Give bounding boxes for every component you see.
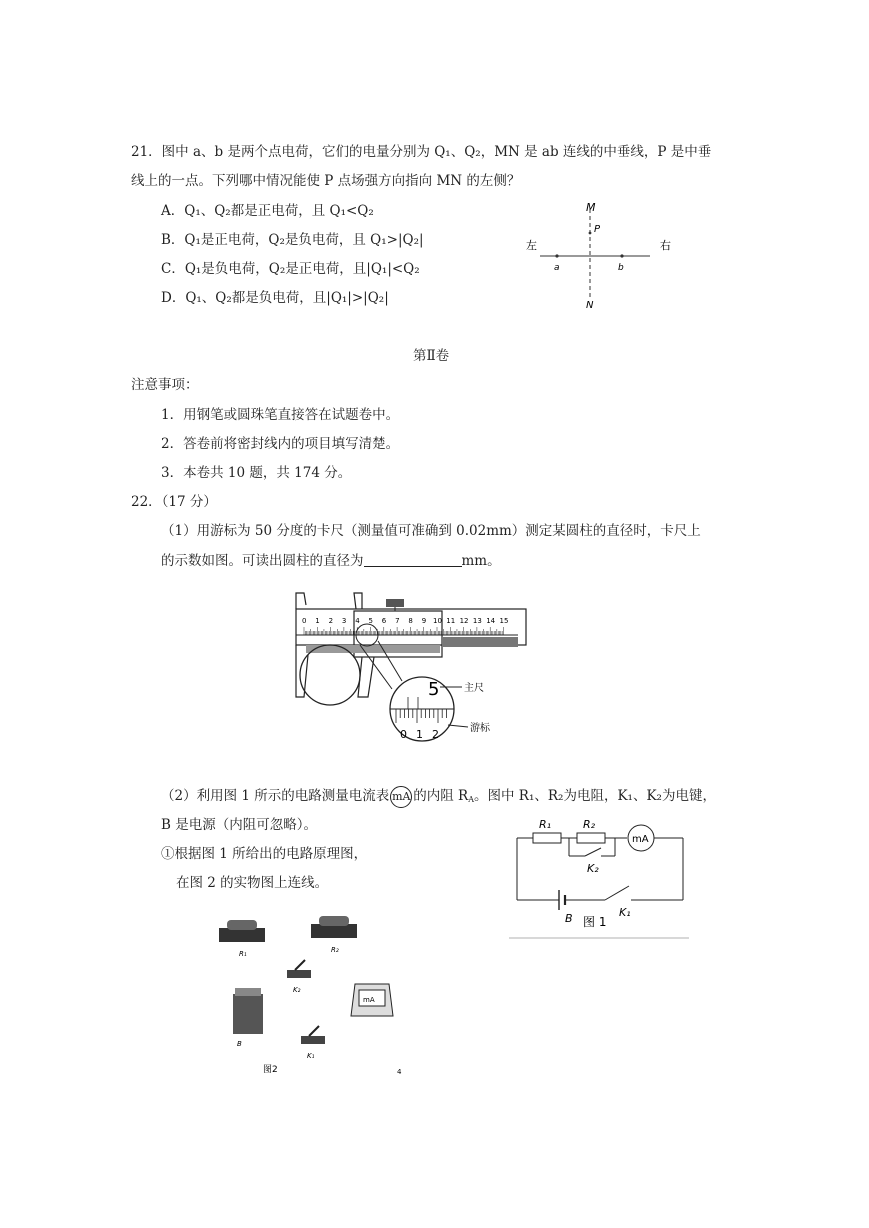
q22-p2-text-c: 。图中 R₁、R₂为电阻，K₁、K₂为电键， (474, 788, 716, 804)
q22-p2-text-a: （2）利用图 1 所示的电路测量电流表 (161, 788, 390, 804)
note-1: 1．用钢笔或圆珠笔直接答在试题卷中。 (161, 407, 400, 423)
q21-stem-line2: 线上的一点。下列哪中情况能使 P 点场强方向指向 MN 的左侧？ (131, 173, 521, 189)
zoom-tick-1: 1 (416, 728, 423, 741)
fig2-page-mark: 4 (397, 1068, 402, 1076)
main-scale-digit: 12 (459, 617, 469, 625)
fig1-K2: K₂ (587, 862, 599, 875)
fig2-K2: K₂ (293, 986, 301, 994)
ammeter-symbol: mA (390, 786, 412, 808)
main-scale-digit: 1 (315, 617, 320, 625)
fig2-B: B (237, 1040, 242, 1048)
main-scale-digit: 15 (499, 617, 509, 625)
zoom-tick-2: 2 (432, 728, 439, 741)
q22-p2-text-b: 的内阻 R (413, 788, 469, 804)
main-scale-digit: 6 (381, 617, 387, 625)
q21-option-b: B．Q₁是正电荷，Q₂是负电荷，且 Q₁>|Q₂| (161, 232, 424, 248)
main-scale-digit: 8 (408, 617, 413, 625)
q21-stem-line1: 21．图中 a、b 是两个点电荷，它们的电量分别为 Q₁、Q₂，MN 是 ab 连线的中垂线，P 是中垂 (131, 144, 712, 160)
fig2-R2: R₂ (331, 946, 339, 954)
main-scale-digit: 7 (395, 617, 400, 625)
fig1-mA: mA (632, 834, 649, 845)
caliper-figure (282, 585, 532, 755)
q21-option-d: D．Q₁、Q₂都是负电荷，且|Q₁|>|Q₂| (161, 290, 389, 306)
circuit-figure-1 (505, 810, 695, 942)
task1-line1: ①根据图 1 所给出的电路原理图， (161, 846, 368, 862)
label-b: b (618, 263, 624, 273)
part2-title: 第Ⅱ卷 (413, 348, 450, 364)
q21-charge-figure (520, 195, 680, 315)
q22-p1-line2-text: 的示数如图。可读出圆柱的直径为 (161, 553, 364, 569)
fig2-K1: K₁ (307, 1052, 315, 1060)
main-scale-digit: 9 (421, 617, 427, 625)
fig1-R1: R₁ (539, 818, 552, 831)
zoom-tick-0: 0 (400, 728, 407, 741)
label-main-scale: 主尺 (464, 683, 484, 694)
q21-option-a: A．Q₁、Q₂都是正电荷，且 Q₁<Q₂ (161, 203, 374, 219)
fig2-caption: 图2 (263, 1065, 278, 1075)
label-right: 右 (660, 239, 671, 252)
answer-blank[interactable] (364, 552, 462, 567)
main-scale-digit: 5 (368, 617, 373, 625)
q22-p2-line1 (161, 786, 716, 810)
task1-line2: 在图 2 的实物图上连线。 (176, 875, 329, 891)
notes-heading: 注意事项： (131, 377, 199, 393)
q22-p1-line2 (161, 551, 501, 571)
label-P: P (594, 224, 601, 235)
q22-p1-unit: mm。 (461, 553, 501, 569)
zoom-digit: 5 (428, 679, 440, 700)
label-left: 左 (526, 239, 537, 252)
fig1-B: B (565, 912, 573, 925)
q22-header: 22．（17 分） (131, 494, 217, 510)
main-scale-digit: 11 (446, 617, 456, 625)
main-scale-digit: 10 (433, 617, 442, 625)
q21-option-c: C．Q₁是负电荷，Q₂是正电荷，且|Q₁|<Q₂ (161, 261, 420, 277)
fig1-caption: 图 1 (583, 915, 607, 929)
main-scale-digit: 3 (341, 617, 347, 625)
note-2: 2．答卷前将密封线内的项目填写清楚。 (161, 436, 400, 452)
q22-p2-sub: A (468, 795, 475, 804)
q22-p1-line1: （1）用游标为 50 分度的卡尺（测量值可准确到 0.02mm）测定某圆柱的直径时，卡尺上 (161, 523, 701, 539)
main-scale-digits (302, 617, 508, 625)
label-M: M (586, 201, 596, 214)
main-scale-digit: 4 (355, 617, 360, 625)
fig1-R2: R₂ (583, 818, 596, 831)
label-vernier: 游标 (470, 723, 490, 734)
fig2-R1: R₁ (239, 950, 247, 958)
fig2-mA: mA (363, 996, 375, 1004)
note-3: 3．本卷共 10 题，共 174 分。 (161, 465, 352, 481)
main-scale-digit: 0 (302, 617, 307, 625)
main-scale-ticks (304, 627, 504, 635)
q22-p2-line2: B 是电源（内阻可忽略）。 (161, 817, 317, 833)
label-N: N (586, 300, 594, 311)
label-a: a (554, 263, 560, 273)
fig1-K1: K₁ (619, 906, 631, 919)
component-figure-2 (205, 912, 405, 1080)
main-scale-digit: 14 (486, 617, 496, 625)
main-scale-digit: 13 (472, 617, 482, 625)
main-scale-digit: 2 (328, 617, 334, 625)
